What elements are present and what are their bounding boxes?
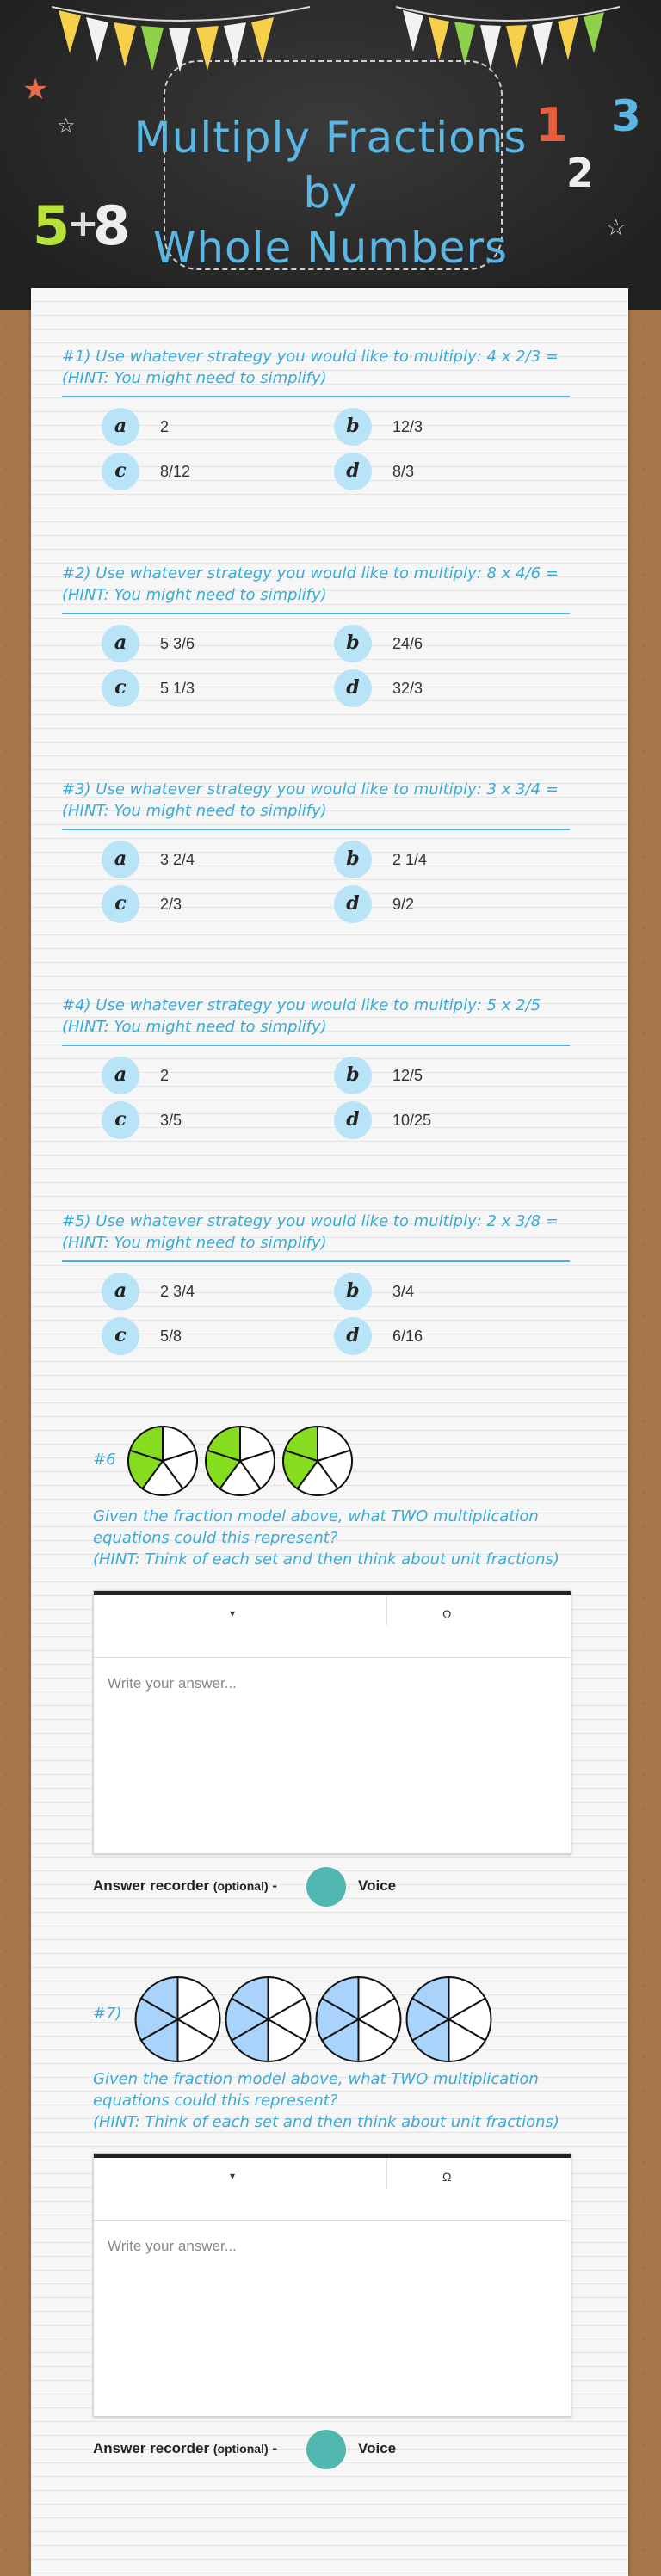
answer-option-a[interactable] (102, 408, 325, 446)
fraction-model-6 (124, 1424, 356, 1498)
voice-label: Voice (358, 2440, 397, 2456)
option-letter-badge: b (334, 1057, 372, 1094)
answer-option-c[interactable] (102, 669, 325, 707)
option-text: 3/5 (160, 1112, 182, 1129)
answer-option-b[interactable] (334, 1057, 558, 1094)
toolbar-divider (386, 2158, 387, 2189)
answer-option-c[interactable] (102, 1101, 325, 1139)
option-letter-badge: d (334, 669, 372, 707)
question-hint: (HINT: Think of each set and then think about unit fractions) (93, 1550, 559, 1568)
option-text: 24/6 (392, 635, 423, 652)
question-hint: (HINT: Think of each set and then think about unit fractions) (93, 2113, 559, 2131)
option-letter-badge: c (102, 1101, 139, 1139)
question-6 (93, 1506, 570, 1570)
deco-star-outline-icon: ☆ (57, 114, 76, 138)
question-3 (62, 779, 570, 935)
special-characters-omega-icon[interactable]: Ω (442, 1607, 452, 1621)
option-letter-badge: d (334, 1317, 372, 1355)
answer-editor-7 (93, 2153, 571, 2417)
option-letter-badge: a (102, 625, 139, 662)
option-letter-badge: b (334, 1273, 372, 1310)
option-text: 5 3/6 (160, 635, 195, 652)
option-text: 8/3 (392, 463, 415, 480)
option-text: 2 1/4 (392, 851, 428, 868)
deco-number: 8 (93, 194, 131, 257)
fraction-model-7 (133, 1975, 494, 2064)
option-letter-badge: a (102, 408, 139, 446)
question-6-number: #6 (93, 1451, 116, 1469)
deco-number: 3 (611, 91, 641, 141)
option-letter-badge: c (102, 669, 139, 707)
question-text: #1) Use whatever strategy you would like to multiply: 4 x 2/3 = (HINT: You might need to simplify) (62, 346, 570, 397)
option-letter-badge: d (334, 453, 372, 490)
option-text: 32/3 (392, 680, 423, 697)
option-text: 2 (160, 418, 170, 435)
option-letter-badge: d (334, 885, 372, 923)
question-text: #3) Use whatever strategy you would like to multiply: 3 x 3/4 = (HINT: You might need to simplify) (62, 779, 570, 830)
answer-option-d[interactable] (334, 885, 558, 923)
option-text: 12/5 (392, 1067, 423, 1084)
answer-option-c[interactable] (102, 885, 325, 923)
answer-option-c[interactable] (102, 1317, 325, 1355)
page-title: Multiply Fractions by Whole Numbers (133, 113, 528, 273)
option-letter-badge: a (102, 1057, 139, 1094)
question-4 (62, 995, 570, 1151)
option-letter-badge: c (102, 1317, 139, 1355)
option-letter-badge: b (334, 408, 372, 446)
format-dropdown-chevron-down-icon[interactable]: ▾ (230, 2170, 236, 2182)
answer-recorder-7 (93, 2430, 570, 2469)
option-text: 12/3 (392, 418, 423, 435)
deco-number: 1 (535, 98, 568, 152)
format-dropdown-chevron-down-icon[interactable]: ▾ (230, 1607, 236, 1619)
option-text: 5/8 (160, 1328, 182, 1345)
editor-toolbar (94, 1591, 571, 1658)
option-letter-badge: b (334, 841, 372, 878)
option-text: 3 2/4 (160, 851, 195, 868)
answer-option-a[interactable] (102, 1273, 325, 1310)
answer-recorder-6 (93, 1867, 570, 1907)
deco-star-outline-icon: ☆ (606, 215, 627, 241)
option-text: 6/16 (392, 1328, 423, 1345)
deco-number: 5 (33, 194, 71, 257)
answer-option-b[interactable] (334, 1273, 558, 1310)
answer-input[interactable]: Write your answer... (108, 2238, 237, 2254)
answer-option-d[interactable] (334, 1101, 558, 1139)
option-text: 10/25 (392, 1112, 432, 1129)
answer-option-a[interactable] (102, 841, 325, 878)
answer-option-a[interactable] (102, 625, 325, 662)
option-text: 8/12 (160, 463, 191, 480)
question-text: #5) Use whatever strategy you would like to multiply: 2 x 3/8 = (HINT: You might need to simplify) (62, 1211, 570, 1262)
option-letter-badge: b (334, 625, 372, 662)
question-text: #4) Use whatever strategy you would like to multiply: 5 x 2/5 (HINT: You might need to simplify) (62, 995, 570, 1046)
option-text: 5 1/3 (160, 680, 195, 697)
deco-number: 2 (566, 150, 595, 196)
option-letter-badge: d (334, 1101, 372, 1139)
option-text: 2 3/4 (160, 1283, 195, 1300)
question-7-number: #7) (93, 2005, 122, 2023)
answer-option-d[interactable] (334, 1317, 558, 1355)
record-voice-button[interactable] (306, 2430, 346, 2469)
option-letter-badge: c (102, 453, 139, 490)
answer-option-b[interactable] (334, 841, 558, 878)
deco-star-icon: ★ (22, 72, 49, 107)
answer-option-b[interactable] (334, 625, 558, 662)
header-chalkboard (0, 0, 661, 310)
recorder-label: Answer recorder (optional) - (93, 1877, 278, 1894)
option-text: 3/4 (392, 1283, 415, 1300)
question-text: Given the fraction model above, what TWO multiplication equations could this represent? (93, 1507, 539, 1547)
question-text: Given the fraction model above, what TWO multiplication equations could this represent? (93, 2070, 539, 2110)
answer-option-c[interactable] (102, 453, 325, 490)
option-text: 9/2 (392, 896, 415, 913)
option-letter-badge: c (102, 885, 139, 923)
toolbar-divider (386, 1595, 387, 1626)
recorder-label: Answer recorder (optional) - (93, 2440, 278, 2456)
question-1 (62, 346, 570, 502)
question-7 (93, 2068, 570, 2133)
record-voice-button[interactable] (306, 1867, 346, 1907)
question-5 (62, 1211, 570, 1367)
question-text: #2) Use whatever strategy you would like to multiply: 8 x 4/6 = (HINT: You might need to simplify) (62, 563, 570, 614)
voice-label: Voice (358, 1877, 397, 1894)
answer-editor-6 (93, 1590, 571, 1854)
editor-toolbar (94, 2154, 571, 2221)
option-text: 2 (160, 1067, 170, 1084)
answer-option-d[interactable] (334, 669, 558, 707)
answer-option-d[interactable] (334, 453, 558, 490)
option-text: 2/3 (160, 896, 182, 913)
answer-input[interactable]: Write your answer... (108, 1675, 237, 1692)
option-letter-badge: a (102, 1273, 139, 1310)
option-letter-badge: a (102, 841, 139, 878)
special-characters-omega-icon[interactable]: Ω (442, 2170, 452, 2184)
answer-option-b[interactable] (334, 408, 558, 446)
deco-number: + (67, 201, 99, 245)
question-2 (62, 563, 570, 719)
answer-option-a[interactable] (102, 1057, 325, 1094)
